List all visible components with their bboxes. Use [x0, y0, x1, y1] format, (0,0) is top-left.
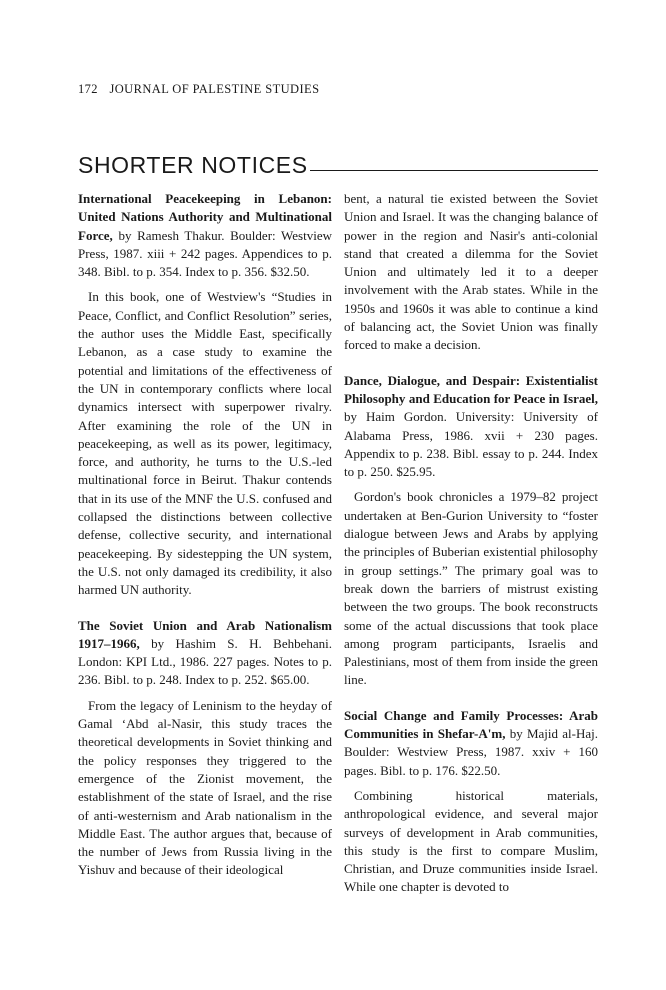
notice-title: The Soviet Union and Arab Nationalism 1917–1966, [78, 617, 332, 651]
notice-citation: by Majid al-Haj. Boulder: Westview Press, 1987. xxiv + 160 pages. Bibl. to p. 176. $22.50. [344, 726, 598, 778]
notice-body: In this book, one of Westview's “Studies in Peace, Conflict, and Conflict Resolution” series, the author uses the Middle East, specifically Lebanon, as a case study to examine the potential and limitations of the effectiveness of the UN in contemporary conflicts where local dynamics intersect with superpower rivalry. After examining the role of the UN in peacekeeping, as well as its power, legitimacy, force, and authority, he turns to the U.S.-led multinational force in Beirut. Thakur contends that in its use of the MNF the U.S. confused and collapsed the distinctions between collective defense, collective security, and international peacekeeping. By sidestepping the UN system, the U.S. not only damaged its credibility, it also harmed UN authority. [78, 289, 332, 598]
notice-continuation [344, 190, 598, 355]
notice-citation: by Hashim S. H. Behbehani. London: KPI Ltd., 1986. 227 pages. Notes to p. 236. Bibl. to p. 248. Index to p. 252. $65.00. [78, 635, 332, 688]
right-column [344, 190, 598, 914]
notice-citation-block [78, 190, 332, 281]
notice-title: International Peacekeeping in Lebanon: United Nations Authority and Multinational Force, [78, 191, 332, 243]
notice-citation-block [78, 617, 332, 690]
notice-entry [78, 190, 332, 600]
notice-citation: by Haim Gordon. University: University of Alabama Press, 1986. xvii + 230 pages. Appendix to p. 238. Bibl. essay to p. 244. Index to p. 250. $25.95. [344, 409, 598, 480]
notice-citation: by Ramesh Thakur. Boulder: Westview Press, 1987. xiii + 242 pages. Appendices to p. 348. Bibl. to p. 354. Index to p. 356. $32.50. [78, 227, 332, 280]
notice-title: Dance, Dialogue, and Despair: Existentialist Philosophy and Education for Peace in Israel, [344, 372, 598, 406]
notice-citation-block [344, 707, 598, 780]
notice-entry [344, 707, 598, 897]
notice-entry [344, 372, 598, 690]
left-column [78, 190, 332, 897]
section-rule [310, 170, 598, 171]
section-header [78, 150, 598, 180]
notice-body: Combining historical materials, anthropological evidence, and several major surveys of development in Arab communities, this study is the first to compare Muslim, Christian, and Druze communities inside Israel. While one chapter is devoted to [344, 787, 598, 895]
notice-entry [78, 617, 332, 880]
notice-body-continued: bent, a natural tie existed between the Soviet Union and Israel. It was the changing balance of power in the region and Nasir's anti-colonial stand that created a dilemma for the Soviet Union and ultimately led it to a deeper involvement with the Arab states. While in the 1950s and 1960s it was able to continue a kind of balancing act, the Soviet Union was finally forced to make a decision. [344, 191, 598, 353]
running-head [78, 82, 319, 97]
section-title: SHORTER NOTICES [78, 152, 308, 178]
journal-title: JOURNAL OF PALESTINE STUDIES [109, 82, 320, 96]
page-number: 172 [78, 82, 98, 96]
notice-body: From the legacy of Leninism to the heyday of Gamal ‘Abd al-Nasir, this study traces the theoretical developments in Soviet thinking and the policy responses they triggered to the emergence of the Zionist movement, the establishment of the state of Israel, and the rise of anti-westernism and Arab nationalism in the Middle East. The author argues that, because of the number of Jews from Russia living in the Yishuv and because of their ideological [78, 697, 332, 878]
notice-citation-block [344, 372, 598, 482]
notice-body: Gordon's book chronicles a 1979–82 project undertaken at Ben-Gurion University to “foster dialogue between Jews and Arabs by applying the principles of Buberian existential philosophy in group settings.” The primary goal was to break down the barriers of mistrust existing between the two groups. The book reconstructs some of the actual discussions that took place among program participants, Israelis and Palestinians, most of them from inside the green line. [344, 489, 598, 688]
notice-title: Social Change and Family Processes: Arab Communities in Shefar-A'm, [344, 707, 598, 742]
